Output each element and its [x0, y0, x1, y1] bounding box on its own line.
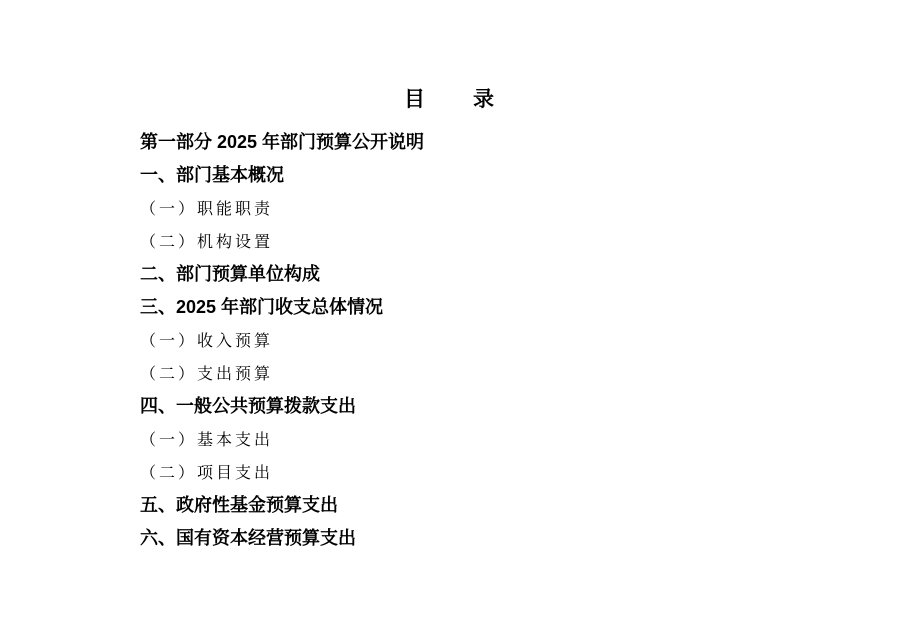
toc-subitem-1-1: （一）职能职责	[140, 199, 274, 218]
toc-item-section4: 四、一般公共预算拨款支出	[140, 396, 356, 416]
toc-item-section3: 三、2025 年部门收支总体情况	[140, 297, 384, 317]
toc-item-part1: 第一部分 2025 年部门预算公开说明	[140, 132, 425, 152]
toc-subitem-3-2: （二）支出预算	[140, 364, 274, 383]
toc-item-section2: 二、部门预算单位构成	[140, 264, 320, 284]
toc-subitem-3-1: （一）收入预算	[140, 331, 274, 350]
toc-subitem-1-2: （二）机构设置	[140, 232, 274, 251]
toc-item-section1: 一、部门基本概况	[140, 165, 284, 185]
toc-subitem-4-1: （一）基本支出	[140, 430, 274, 449]
toc-item-section5: 五、政府性基金预算支出	[140, 495, 338, 515]
page-title: 目 录	[404, 88, 496, 111]
toc-item-section6: 六、国有资本经营预算支出	[140, 528, 356, 548]
toc-subitem-4-2: （二）项目支出	[140, 463, 274, 482]
